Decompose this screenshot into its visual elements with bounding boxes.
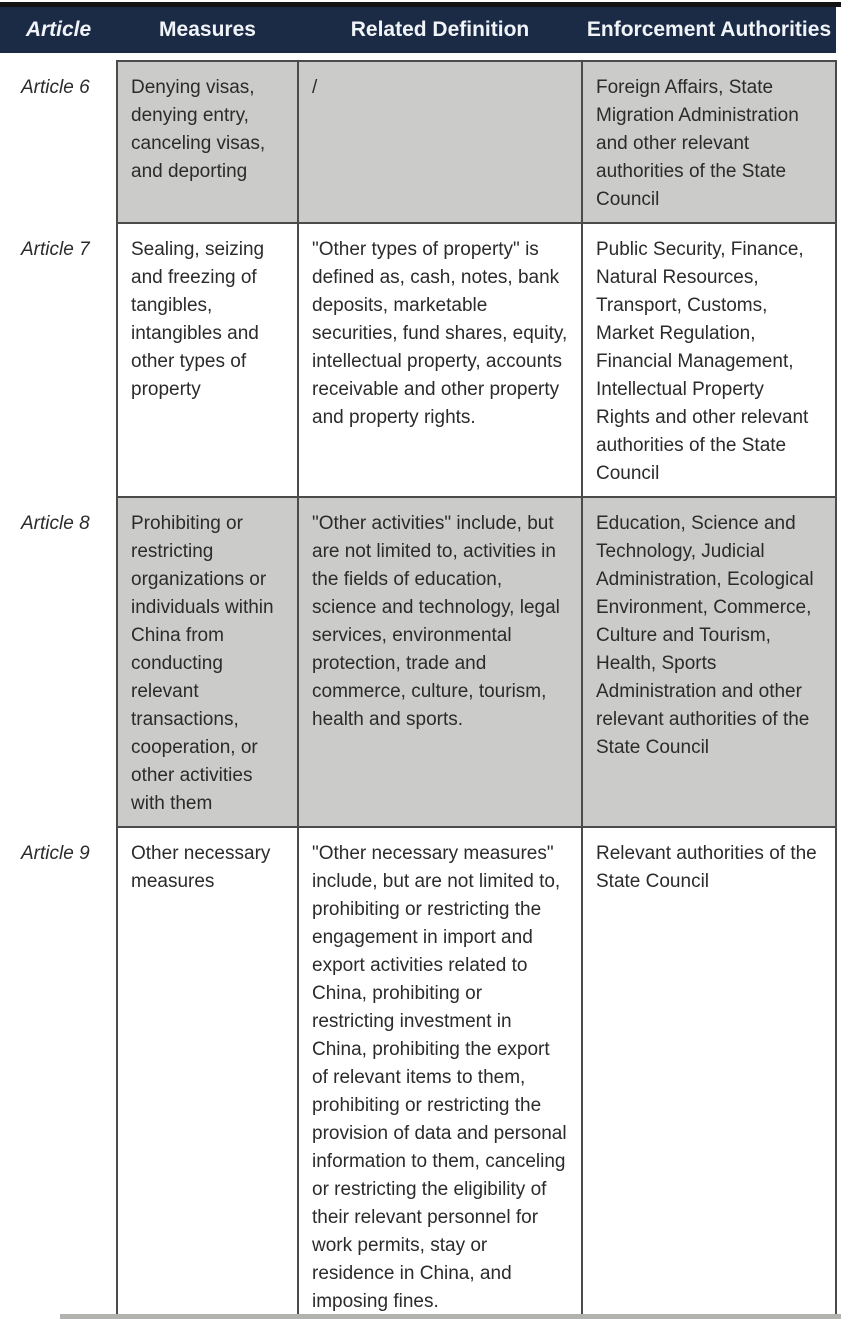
cell-related-definition: "Other necessary measures" include, but are not limited to, prohibiting or restricting the engagement in import and export activities related to China, prohibiting or restricting investment in China, prohibiting the export of relevant items to them, prohibiting or restricting the provision of data and personal information to them, canceling or restricting the eligibility of their relevant personnel for work permits, stay or residence in China, and imposing fines. [298,827,582,1319]
cell-measures: Other necessary measures [117,827,298,1319]
table-row-article-9 [0,827,836,1319]
cell-enforcement-authorities: Relevant authorities of the State Council [582,827,836,1319]
column-header-related-definition: Related Definition [350,18,530,41]
sanctions-articles-table [0,60,837,1319]
cell-related-definition: "Other types of property" is defined as, cash, notes, bank deposits, marketable securities, fund shares, equity, intellectual property, accounts receivable and other property and property rights. [298,223,582,497]
cell-related-definition: "Other activities" include, but are not limited to, activities in the fields of education, science and technology, legal services, environmental protection, trade and commerce, culture, tourism, health and sports. [298,497,582,827]
column-header-enforcement-authorities: Enforcement Authorities [586,18,832,41]
cell-article-number: Article 7 [0,223,117,497]
cell-enforcement-authorities: Public Security, Finance, Natural Resources, Transport, Customs, Market Regulation, Financial Management, Intellectual Property Rights and other relevant authorities of the State Council [582,223,836,497]
table-header-row [0,7,836,53]
cell-article-number: Article 9 [0,827,117,1319]
cell-enforcement-authorities: Foreign Affairs, State Migration Administration and other relevant authorities of the State Council [582,61,836,223]
cell-article-number: Article 6 [0,61,117,223]
cell-article-number: Article 8 [0,497,117,827]
column-header-article: Article [25,18,92,41]
cell-measures: Sealing, seizing and freezing of tangibles, intangibles and other types of property [117,223,298,497]
cell-measures: Prohibiting or restricting organizations or individuals within China from conducting relevant transactions, cooperation, or other activities with them [117,497,298,827]
column-header-measures: Measures [159,18,256,41]
cell-related-definition: / [298,61,582,223]
bottom-edge-bar [60,1314,841,1319]
cell-enforcement-authorities: Education, Science and Technology, Judicial Administration, Ecological Environment, Commerce, Culture and Tourism, Health, Sports Administration and other relevant authorities of the State Council [582,497,836,827]
table-row-article-8 [0,497,836,827]
cell-measures: Denying visas, denying entry, canceling visas, and deporting [117,61,298,223]
table-row-article-7 [0,223,836,497]
table-row-article-6 [0,61,836,223]
